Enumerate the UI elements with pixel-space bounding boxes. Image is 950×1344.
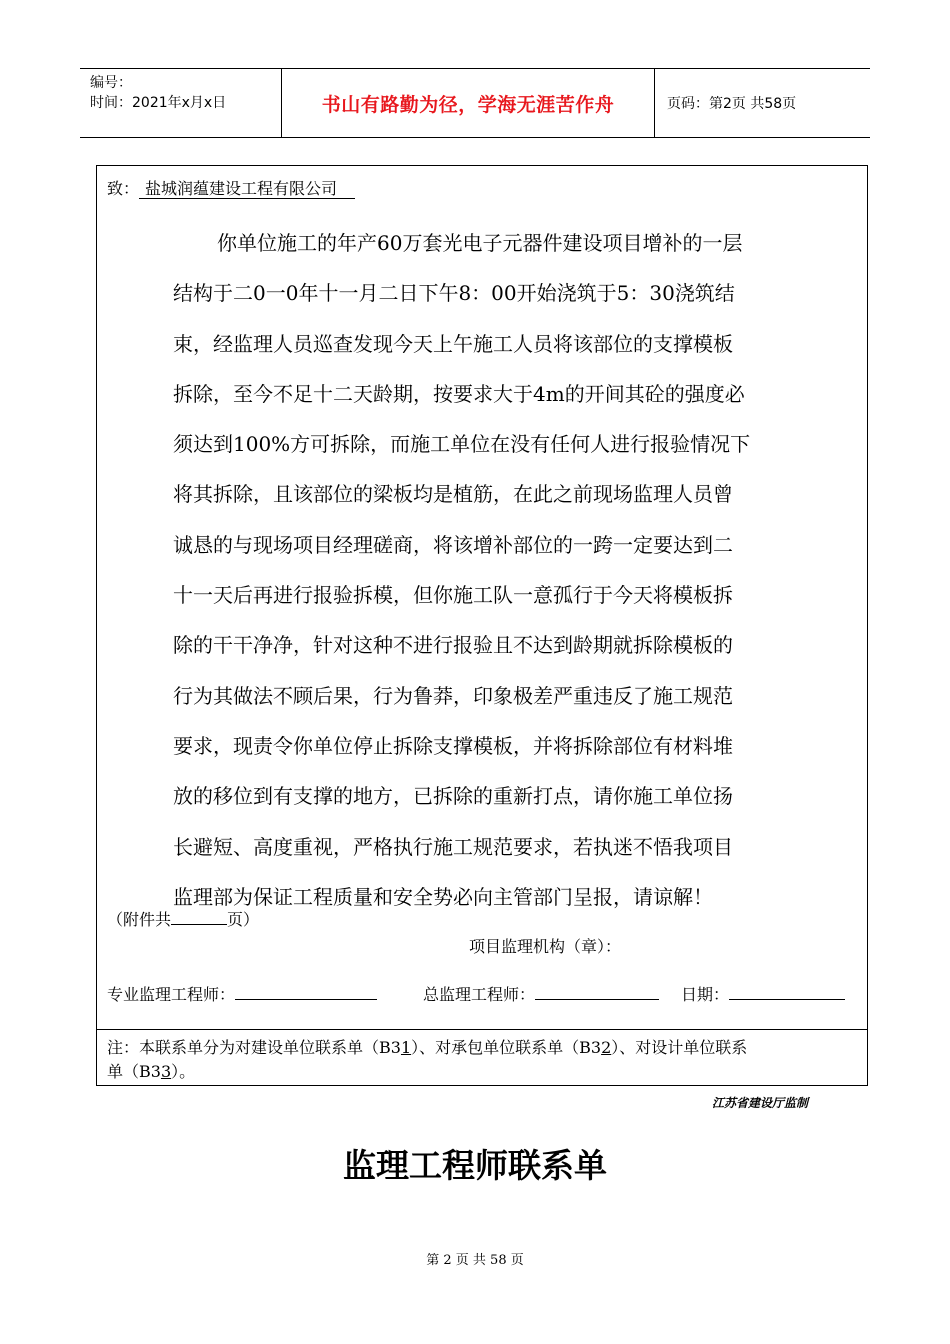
attachment-line (107, 907, 259, 930)
attachment-suffix: 页） (227, 910, 260, 929)
note-text: ）、对承包单位联系单（B3 (411, 1038, 602, 1057)
date-label: 时间：2021年x月x日 (90, 95, 227, 111)
body-line: 束，经监理人员巡查发现今天上午施工人员将该部位的支撑模板 (173, 331, 733, 356)
header-meta (80, 69, 282, 137)
body-line: 十一天后再进行报验拆模，但你施工队一意孤行于今天将模板拆 (173, 583, 733, 608)
specialist-label: 专业监理工程师： (107, 985, 236, 1004)
body-line: 拆除，至今不足十二天龄期，按要求大于4m的开间其砼的强度必 (173, 381, 745, 406)
body-line: 你单位施工的年产60万套光电子元器件建设项目增补的一层 (217, 231, 743, 255)
page-header (80, 68, 870, 138)
body-line: 行为其做法不顾后果，行为鲁莽，印象极差严重违反了施工规范 (173, 683, 733, 708)
serial-label: 编号： (90, 75, 132, 91)
body-line: 放的移位到有支撑的地方，已拆除的重新打点，请你施工单位扬 (173, 784, 733, 809)
body-line: 监理部为保证工程质量和安全势必向主管部门呈报，请谅解！ (173, 884, 713, 909)
motto: 书山有路勤为径，学海无涯苦作舟 (282, 69, 655, 137)
note-code: 1 (400, 1038, 412, 1057)
note-code: 2 (601, 1038, 612, 1057)
body-line: 将其拆除，且该部位的梁板均是植筋，在此之前现场监理人员曾 (173, 482, 733, 507)
chief-label: 总监理工程师： (423, 985, 536, 1004)
page-info: 页码：第2页 共58页 (667, 96, 797, 112)
note-code: 3 (160, 1062, 172, 1081)
body-line: 除的干干净净，针对这种不进行报验且不达到龄期就拆除模板的 (173, 633, 733, 658)
note-text: 注：本联系单分为对建设单位联系单（B3 (107, 1038, 401, 1057)
note-text: ）。 (171, 1062, 196, 1081)
date-signature (681, 982, 845, 1005)
contact-form (96, 165, 868, 1086)
note-text: ）、对设计单位联系 (611, 1038, 748, 1057)
attachment-count-field[interactable] (171, 910, 227, 925)
chief-signature-field[interactable] (535, 985, 659, 1000)
recipient-label: 致： (107, 179, 140, 198)
supervision-org-label: 项目监理机构（章）： (469, 937, 622, 956)
issuer-label: 江苏省建设厅监制 (712, 1096, 809, 1110)
recipient-company: 盐城润蕴建设工程有限公司 (139, 179, 355, 199)
body-line: 要求，现责令你单位停止拆除支撑模板，并将拆除部位有材料堆 (173, 733, 733, 758)
body-line: 结构于二0一0年十一月二日下午8：00开始浇筑于5：30浇筑结 (173, 281, 735, 306)
page-footer: 第 2 页 共 58 页 (426, 1253, 524, 1268)
date-field-label: 日期： (681, 985, 730, 1004)
form-title: 监理工程师联系单 (343, 1146, 607, 1185)
note-text: 单（B3 (107, 1062, 161, 1081)
body-line: 须达到100%方可拆除，而施工单位在没有任何人进行报验情况下 (173, 432, 751, 457)
specialist-signature (107, 982, 377, 1005)
date-field[interactable] (729, 985, 845, 1000)
specialist-signature-field[interactable] (235, 985, 377, 1000)
body-line: 诚恳的与现场项目经理磋商，将该增补部位的一跨一定要达到二 (173, 532, 733, 557)
form-note (97, 1029, 867, 1084)
attachment-prefix: （附件共 (107, 910, 172, 929)
chief-signature (423, 982, 659, 1005)
form-body (173, 218, 819, 922)
recipient-line (107, 176, 355, 199)
body-line: 长避短、高度重视，严格执行施工规范要求，若执迷不悟我项目 (173, 834, 733, 859)
